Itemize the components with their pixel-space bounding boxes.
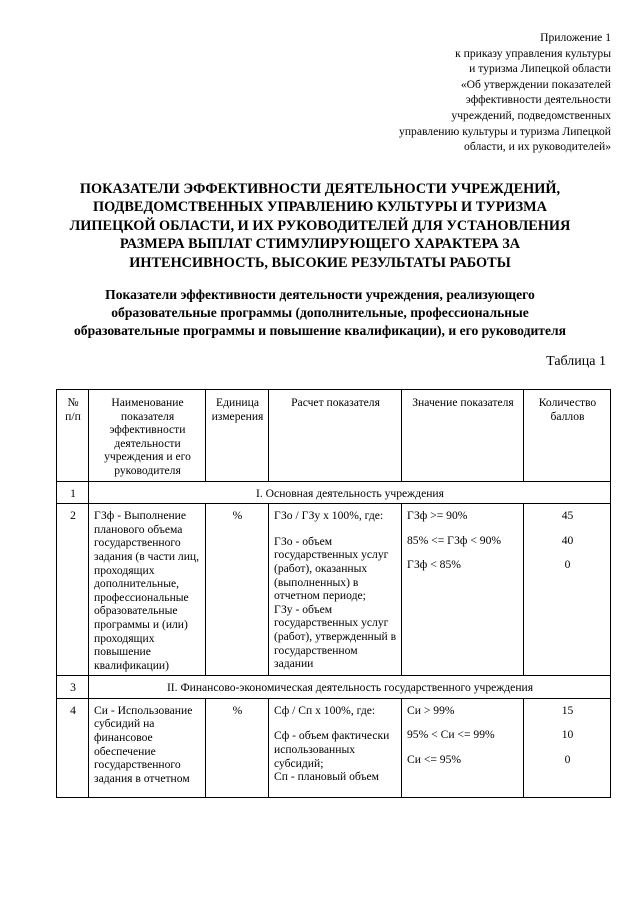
section-num: 3 bbox=[57, 676, 89, 699]
title-line: ИНТЕНСИВНОСТЬ, ВЫСОКИЕ РЕЗУЛЬТАТЫ РАБОТЫ bbox=[129, 254, 511, 271]
row-name bbox=[89, 698, 206, 797]
row-unit: % bbox=[206, 698, 269, 797]
points-item: 15 bbox=[561, 703, 574, 717]
table-row bbox=[57, 698, 611, 797]
title-line: ПОДВЕДОМСТВЕННЫХ УПРАВЛЕНИЮ КУЛЬТУРЫ И ТУРИЗМА bbox=[93, 199, 547, 216]
calc-definition: Сф - объем фактически использованных субсидий; bbox=[274, 729, 390, 770]
document-title bbox=[40, 180, 600, 272]
appendix-line: управлению культуры и туризма Липецкой bbox=[399, 124, 611, 138]
header-points: Количество баллов bbox=[524, 390, 611, 482]
header-name: Наименование показателя эффективности деятельности учреждения и его руководителя bbox=[89, 390, 206, 482]
table-section-row bbox=[57, 676, 611, 699]
appendix-note bbox=[281, 30, 611, 155]
row-num: 4 bbox=[57, 698, 89, 797]
row-name-text: Си - Использование субсидий на финансовое обеспечение государственного задания в отчетном bbox=[94, 703, 193, 785]
header-calc: Расчет показателя bbox=[269, 390, 402, 482]
header-unit: Единица измерения bbox=[206, 390, 269, 482]
row-values bbox=[402, 504, 524, 676]
title-line: РАЗМЕРА ВЫПЛАТ СТИМУЛИРУЮЩЕГО ХАРАКТЕРА ЗА bbox=[119, 236, 521, 253]
row-unit: % bbox=[206, 504, 269, 676]
appendix-line: области, и их руководителей» bbox=[464, 140, 611, 154]
points-item: 0 bbox=[564, 753, 571, 767]
value-item: Си <= 95% bbox=[407, 753, 462, 767]
points-item: 10 bbox=[561, 728, 574, 742]
calc-definition: Сп - плановый объем bbox=[274, 770, 379, 784]
section-num: 1 bbox=[57, 481, 89, 504]
appendix-line: «Об утверждении показателей bbox=[460, 77, 611, 91]
header-num: № п/п bbox=[57, 390, 89, 482]
calc-definition: ГЗу - объем государственных услуг (работ), утвержденный в государственном задании bbox=[274, 602, 397, 671]
subtitle-line: Показатели эффективности деятельности учреждения, реализующего bbox=[105, 287, 535, 302]
value-item: 85% <= ГЗф < 90% bbox=[407, 533, 502, 547]
points-item: 0 bbox=[564, 558, 571, 572]
appendix-line: к приказу управления культуры bbox=[455, 46, 611, 60]
calc-formula: ГЗо / ГЗу x 100%, где: bbox=[274, 509, 384, 523]
appendix-line: и туризма Липецкой области bbox=[469, 62, 611, 76]
calc-definition: ГЗо - объем государственных услуг (работ), оказанных (выполненных) в отчетном периоде; bbox=[274, 534, 389, 603]
appendix-line: учреждений, подведомственных bbox=[451, 108, 611, 122]
row-points bbox=[524, 504, 611, 676]
appendix-line: эффективности деятельности bbox=[465, 93, 611, 107]
title-line: ЛИПЕЦКОЙ ОБЛАСТИ, И ИХ РУКОВОДИТЕЛЕЙ ДЛЯ УСТАНОВЛЕНИЯ bbox=[69, 217, 571, 234]
table-label: Таблица 1 bbox=[546, 354, 606, 369]
appendix-line: Приложение 1 bbox=[540, 31, 611, 44]
points-item: 40 bbox=[561, 533, 574, 547]
table-section-row bbox=[57, 481, 611, 504]
row-calc bbox=[269, 504, 402, 676]
indicators-table bbox=[56, 389, 611, 798]
title-line: ПОКАЗАТЕЛИ ЭФФЕКТИВНОСТИ ДЕЯТЕЛЬНОСТИ УЧРЕЖДЕНИЙ, bbox=[79, 181, 561, 197]
section-title: I. Основная деятельность учреждения bbox=[89, 481, 611, 504]
value-item: 95% < Си <= 99% bbox=[407, 728, 495, 742]
points-item: 45 bbox=[561, 509, 574, 523]
row-calc bbox=[269, 698, 402, 797]
row-points bbox=[524, 698, 611, 797]
calc-formula: Сф / Сп x 100%, где: bbox=[274, 703, 376, 717]
value-item: ГЗф < 85% bbox=[407, 558, 461, 572]
header-value: Значение показателя bbox=[402, 390, 524, 482]
value-item: ГЗф >= 90% bbox=[407, 509, 468, 523]
subtitle-line: образовательные программы (дополнительные, профессиональные bbox=[111, 305, 529, 321]
document-subtitle bbox=[30, 286, 610, 341]
table-row bbox=[57, 504, 611, 676]
value-item: Си > 99% bbox=[407, 703, 455, 717]
subtitle-line: образовательные программы и повышение квалификации), и его руководителя bbox=[74, 323, 566, 339]
row-num: 2 bbox=[57, 504, 89, 676]
table-header-row bbox=[57, 390, 611, 482]
row-name: ГЗф - Выполнение планового объема государственного задания (в части лиц, проходящих дополнительные, профессиональные образовательные программы и (или) проходящих повышение квалификации) bbox=[89, 504, 206, 676]
section-title: II. Финансово-экономическая деятельность государственного учреждения bbox=[89, 676, 611, 699]
row-values bbox=[402, 698, 524, 797]
